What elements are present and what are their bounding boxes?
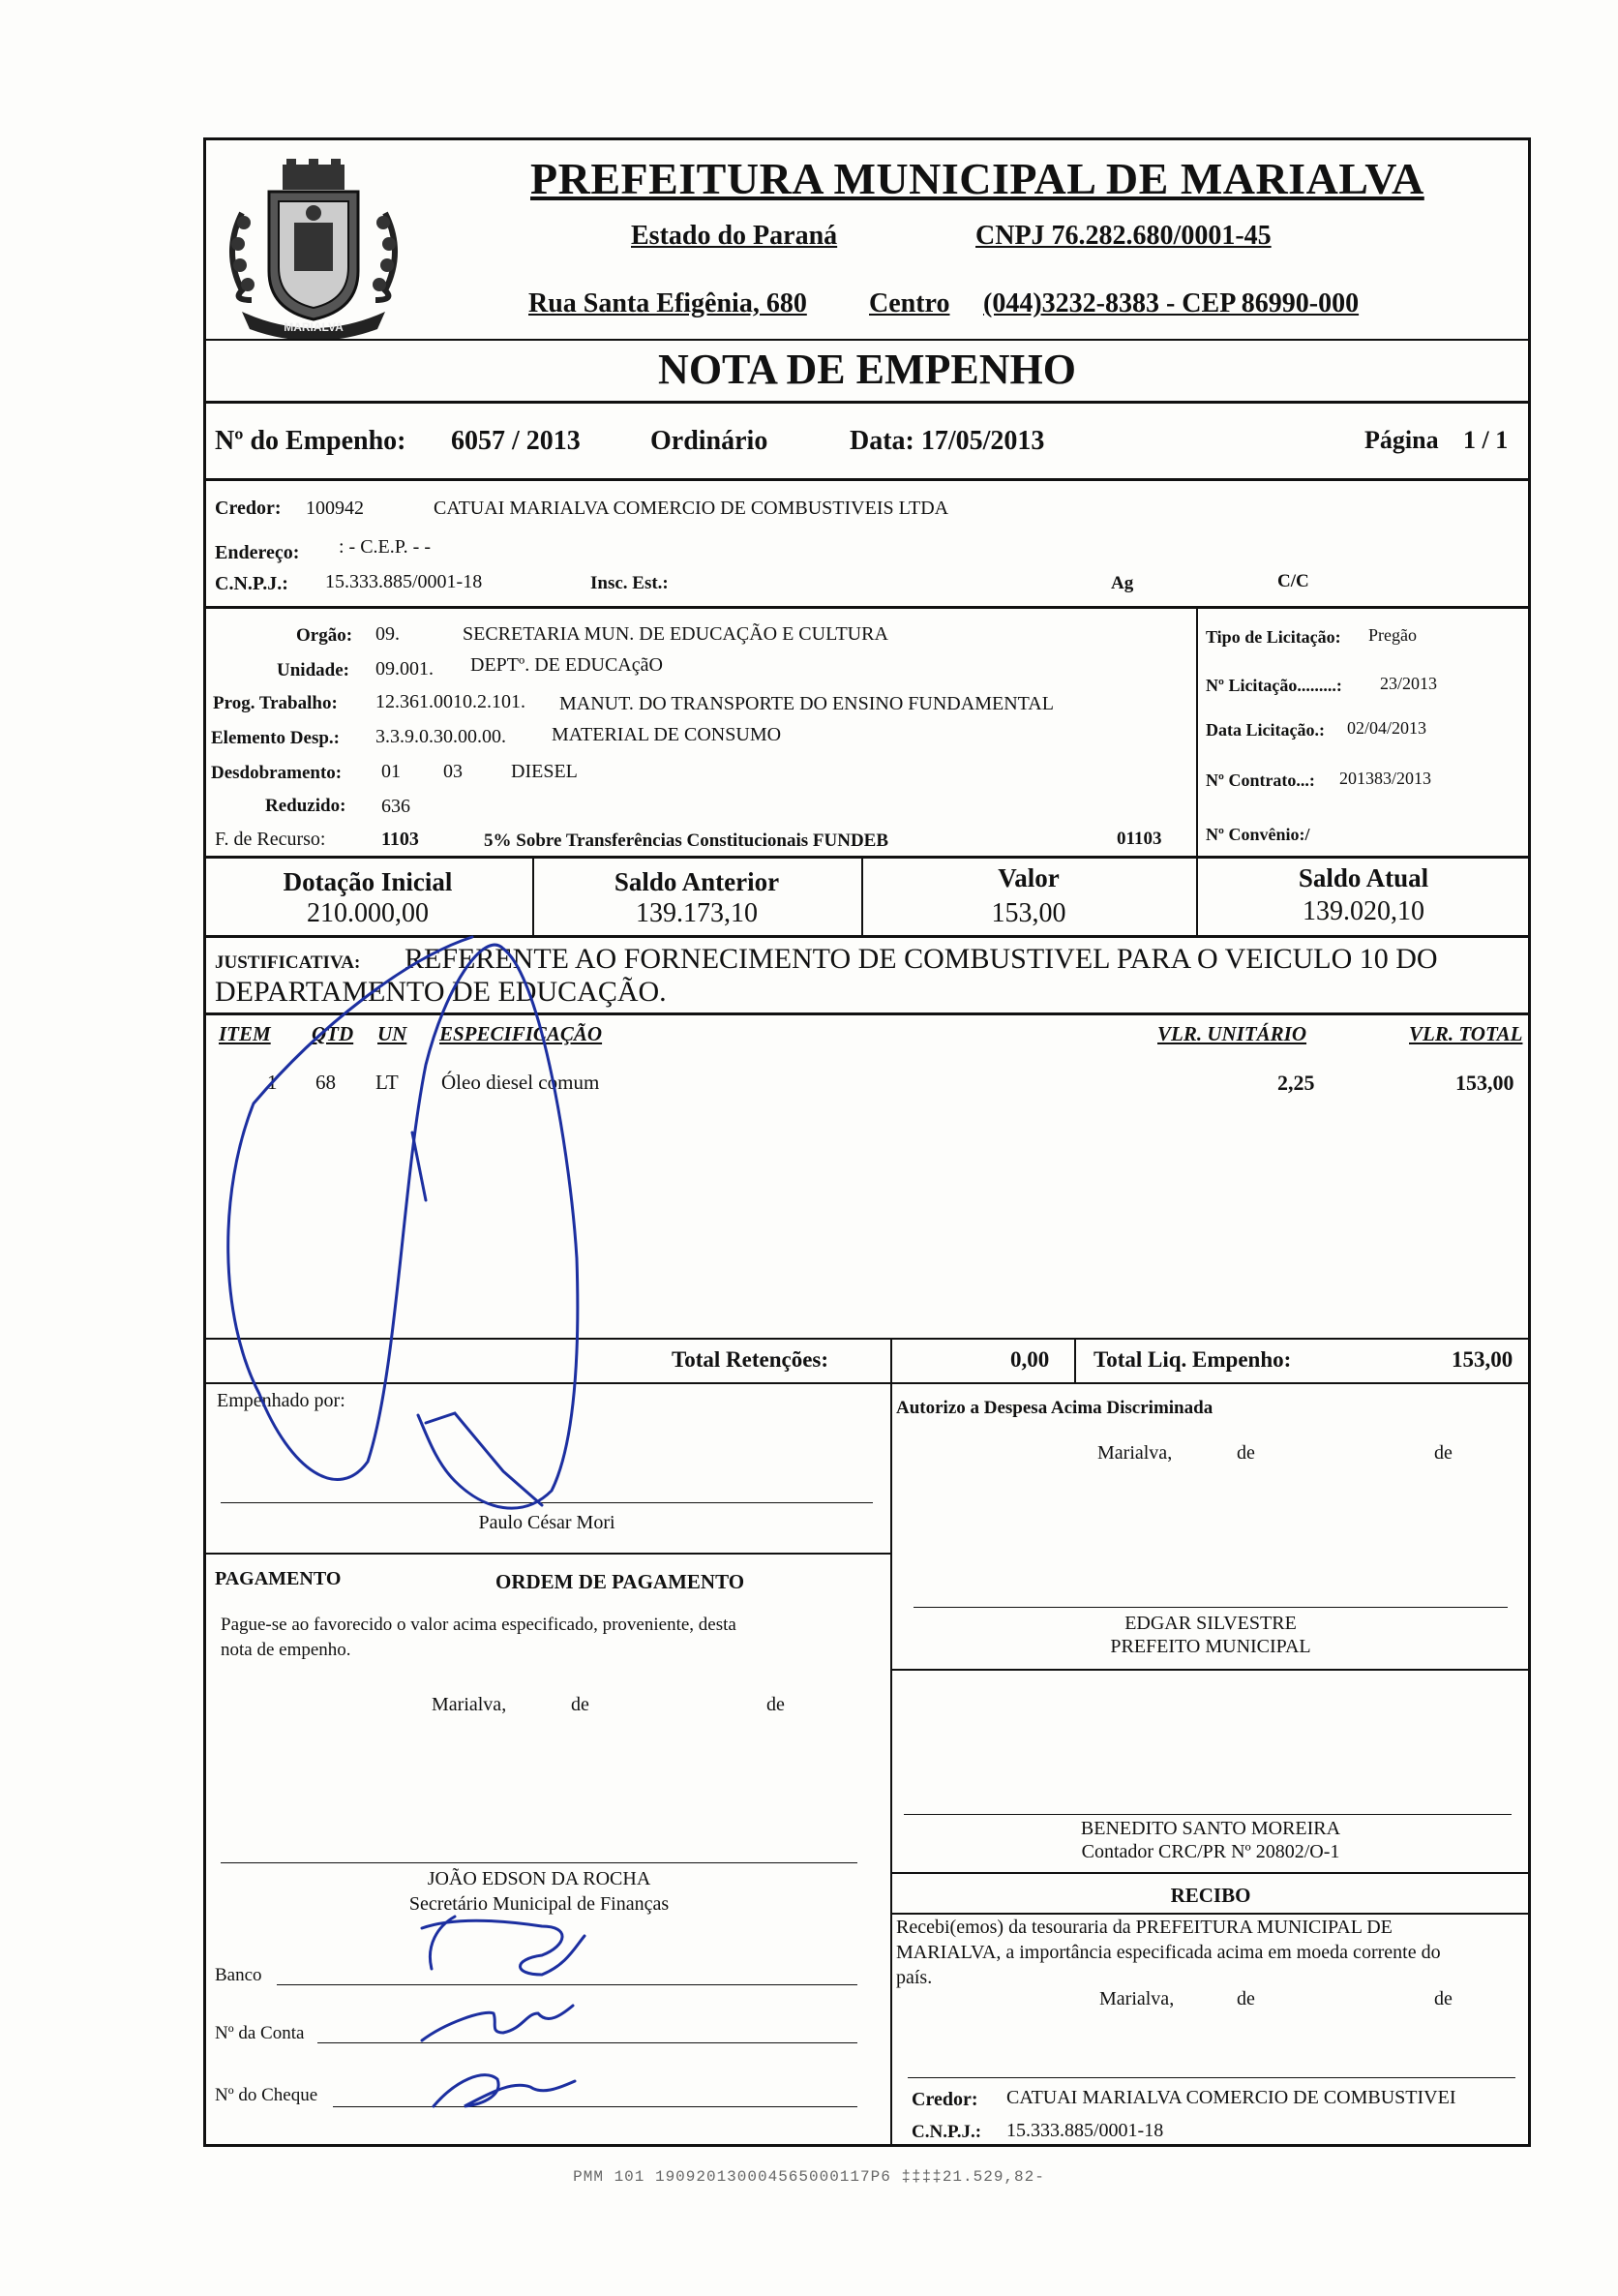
banco-label: Banco bbox=[215, 1965, 262, 1985]
item-qtd: 68 bbox=[315, 1071, 336, 1094]
total-retencoes-label: Total Retenções: bbox=[672, 1347, 829, 1372]
document-title: NOTA DE EMPENHO bbox=[658, 346, 1076, 393]
empenho-date: Data: 17/05/2013 bbox=[850, 426, 1045, 456]
org-cnpj: CNPJ 76.282.680/0001-45 bbox=[975, 221, 1272, 251]
orgao-code: 09. bbox=[375, 623, 400, 645]
pagamento-texto-1: Pague-se ao favorecido o valor acima especificado, proveniente, desta bbox=[221, 1615, 736, 1635]
valor-value: 153,00 bbox=[991, 898, 1066, 928]
district: Centro bbox=[869, 288, 950, 318]
street-address: Rua Santa Efigênia, 680 bbox=[528, 288, 807, 318]
fonte-recurso-num: 01103 bbox=[1117, 829, 1162, 849]
conta-corrente-label: C/C bbox=[1277, 571, 1309, 591]
pagamento-label: PAGAMENTO bbox=[215, 1568, 342, 1589]
contrato-number: 201383/2013 bbox=[1339, 769, 1432, 788]
recibo-de-1: de bbox=[1237, 1988, 1255, 2009]
saldo-anterior-label: Saldo Anterior bbox=[614, 867, 780, 896]
elemento-code: 3.3.9.0.30.00.00. bbox=[375, 726, 506, 747]
unidade-code: 09.001. bbox=[375, 658, 434, 680]
saldo-atual-value: 139.020,10 bbox=[1303, 896, 1424, 926]
col-vlr-unitario: VLR. UNITÁRIO bbox=[1157, 1022, 1307, 1045]
recibo-cnpj-label: C.N.P.J.: bbox=[912, 2122, 982, 2142]
desdobramento-b: 03 bbox=[443, 761, 463, 782]
prog-trabalho-code: 12.361.0010.2.101. bbox=[375, 691, 525, 712]
endereco-value: : - C.E.P. - - bbox=[339, 536, 431, 558]
pagamento-de-2: de bbox=[766, 1694, 785, 1715]
secretario-cargo: Secretário Municipal de Finanças bbox=[408, 1893, 670, 1915]
prefeito-cargo: PREFEITO MUNICIPAL bbox=[1110, 1636, 1311, 1657]
item-un: LT bbox=[375, 1071, 399, 1094]
unidade-name: DEPTº. DE EDUCAçãO bbox=[470, 654, 663, 676]
empenhado-nome: Paulo César Mori bbox=[478, 1512, 615, 1533]
recibo-de-2: de bbox=[1434, 1988, 1453, 2009]
recibo-credor-nome: CATUAI MARIALVA COMERCIO DE COMBUSTIVEI bbox=[1006, 2087, 1456, 2108]
data-licitacao: 02/04/2013 bbox=[1347, 718, 1427, 738]
elemento-name: MATERIAL DE CONSUMO bbox=[552, 724, 782, 745]
contrato-label: Nº Contrato...: bbox=[1206, 770, 1315, 790]
reduzido-code: 636 bbox=[381, 796, 410, 817]
contador-nome: BENEDITO SANTO MOREIRA bbox=[1080, 1818, 1341, 1839]
recibo-local: Marialva, bbox=[1099, 1988, 1175, 2009]
recibo-texto-2: MARIALVA, a importância especificada acima em moeda corrente do bbox=[896, 1942, 1441, 1963]
col-un: UN bbox=[377, 1022, 407, 1045]
contador-cargo: Contador CRC/PR Nº 20802/O-1 bbox=[1081, 1841, 1340, 1862]
autorizo-text: Autorizo a Despesa Acima Discriminada bbox=[896, 1398, 1214, 1418]
pagamento-texto-2: nota de empenho. bbox=[221, 1640, 351, 1660]
prefeito-nome: EDGAR SILVESTRE bbox=[1124, 1613, 1297, 1634]
footer-code: PMM 101 190920130004565000117P6 ‡‡‡‡21.529,82- bbox=[573, 2168, 1045, 2186]
elemento-label: Elemento Desp.: bbox=[211, 728, 340, 748]
phone-cep: (044)3232-8383 - CEP 86990-000 bbox=[983, 288, 1360, 318]
item-vlr-unitario: 2,25 bbox=[1277, 1071, 1315, 1095]
page-number: 1 / 1 bbox=[1463, 426, 1509, 454]
recibo-texto-3: país. bbox=[896, 1967, 933, 1988]
col-vlr-total: VLR. TOTAL bbox=[1409, 1022, 1523, 1045]
total-liquido-label: Total Liq. Empenho: bbox=[1094, 1347, 1292, 1372]
saldo-anterior-value: 139.173,10 bbox=[636, 898, 758, 928]
empenho-number: 6057 / 2013 bbox=[451, 426, 581, 456]
unidade-label: Unidade: bbox=[277, 660, 349, 680]
pagamento-de-1: de bbox=[571, 1694, 589, 1715]
autorizo-local: Marialva, bbox=[1097, 1442, 1173, 1464]
ordem-pagamento-label: ORDEM DE PAGAMENTO bbox=[495, 1570, 745, 1593]
justificativa-line1: REFERENTE AO FORNECIMENTO DE COMBUSTIVEL PARA O VEICULO 10 DO bbox=[404, 943, 1438, 975]
pagamento-local: Marialva, bbox=[432, 1694, 507, 1715]
justificativa-line2: DEPARTAMENTO DE EDUCAÇÃO. bbox=[215, 976, 667, 1008]
tipo-licitacao-label: Tipo de Licitação: bbox=[1206, 627, 1341, 647]
fonte-recurso-code: 1103 bbox=[381, 829, 419, 850]
num-licitacao: 23/2013 bbox=[1380, 674, 1438, 693]
recibo-cnpj: 15.333.885/0001-18 bbox=[1006, 2120, 1164, 2141]
fonte-recurso-name: 5% Sobre Transferências Constitucionais FUNDEB bbox=[484, 831, 889, 851]
desdobramento-a: 01 bbox=[381, 761, 401, 782]
item-number: 1 bbox=[267, 1071, 278, 1094]
autorizo-de-2: de bbox=[1434, 1442, 1453, 1464]
page-label: Página bbox=[1364, 426, 1439, 454]
credor-cnpj: 15.333.885/0001-18 bbox=[325, 571, 483, 592]
credor-label: Credor: bbox=[215, 498, 282, 519]
recibo-label: RECIBO bbox=[1170, 1884, 1251, 1907]
dotacao-value: 210.000,00 bbox=[307, 898, 429, 928]
recibo-credor-label: Credor: bbox=[912, 2089, 978, 2110]
desdobramento-name: DIESEL bbox=[511, 761, 578, 782]
credor-code: 100942 bbox=[306, 498, 364, 519]
recibo-texto-1: Recebi(emos) da tesouraria da PREFEITURA MUNICIPAL DE bbox=[896, 1917, 1393, 1938]
coat-motto: MARIALVA bbox=[284, 320, 344, 334]
prog-trabalho-label: Prog. Trabalho: bbox=[213, 693, 338, 713]
desdobramento-label: Desdobramento: bbox=[211, 763, 343, 783]
secretario-nome: JOÃO EDSON DA ROCHA bbox=[427, 1868, 651, 1889]
col-especificacao: ESPECIFICAÇÃO bbox=[439, 1022, 603, 1045]
insc-est-label: Insc. Est.: bbox=[590, 573, 669, 593]
item-especificacao: Óleo diesel comum bbox=[441, 1071, 600, 1094]
org-title: PREFEITURA MUNICIPAL DE MARIALVA bbox=[530, 154, 1424, 203]
reduzido-label: Reduzido: bbox=[265, 796, 346, 816]
saldo-atual-label: Saldo Atual bbox=[1298, 863, 1429, 892]
data-licitacao-label: Data Licitação.: bbox=[1206, 720, 1325, 740]
autorizo-de-1: de bbox=[1237, 1442, 1255, 1464]
conta-label: Nº da Conta bbox=[215, 2023, 305, 2043]
orgao-label: Orgão: bbox=[296, 625, 353, 646]
convenio-label: Nº Convênio:/ bbox=[1206, 825, 1310, 844]
valor-label: Valor bbox=[998, 863, 1060, 892]
tipo-licitacao: Pregão bbox=[1368, 625, 1417, 645]
cheque-label: Nº do Cheque bbox=[215, 2085, 318, 2105]
empenhado-label: Empenhado por: bbox=[217, 1390, 345, 1411]
agencia-label: Ag bbox=[1111, 573, 1134, 593]
state-name: Estado do Paraná bbox=[631, 221, 838, 251]
endereco-label: Endereço: bbox=[215, 542, 300, 563]
credor-cnpj-label: C.N.P.J.: bbox=[215, 573, 288, 594]
total-retencoes-value: 0,00 bbox=[1010, 1347, 1050, 1372]
orgao-name: SECRETARIA MUN. DE EDUCAÇÃO E CULTURA bbox=[463, 623, 888, 645]
item-vlr-total: 153,00 bbox=[1455, 1071, 1514, 1095]
empenho-label: Nº do Empenho: bbox=[215, 426, 406, 456]
num-licitacao-label: Nº Licitação.........: bbox=[1206, 676, 1342, 695]
credor-name: CATUAI MARIALVA COMERCIO DE COMBUSTIVEIS LTDA bbox=[434, 498, 949, 519]
fonte-recurso-label: F. de Recurso: bbox=[215, 829, 326, 850]
dotacao-label: Dotação Inicial bbox=[283, 867, 453, 896]
empenho-type: Ordinário bbox=[650, 426, 768, 456]
prog-trabalho-name: MANUT. DO TRANSPORTE DO ENSINO FUNDAMENTAL bbox=[559, 693, 1054, 714]
total-liquido-value: 153,00 bbox=[1452, 1347, 1513, 1372]
justificativa-label: JUSTIFICATIVA: bbox=[215, 952, 361, 973]
col-item: ITEM bbox=[219, 1022, 271, 1045]
col-qtd: QTD bbox=[312, 1022, 354, 1045]
